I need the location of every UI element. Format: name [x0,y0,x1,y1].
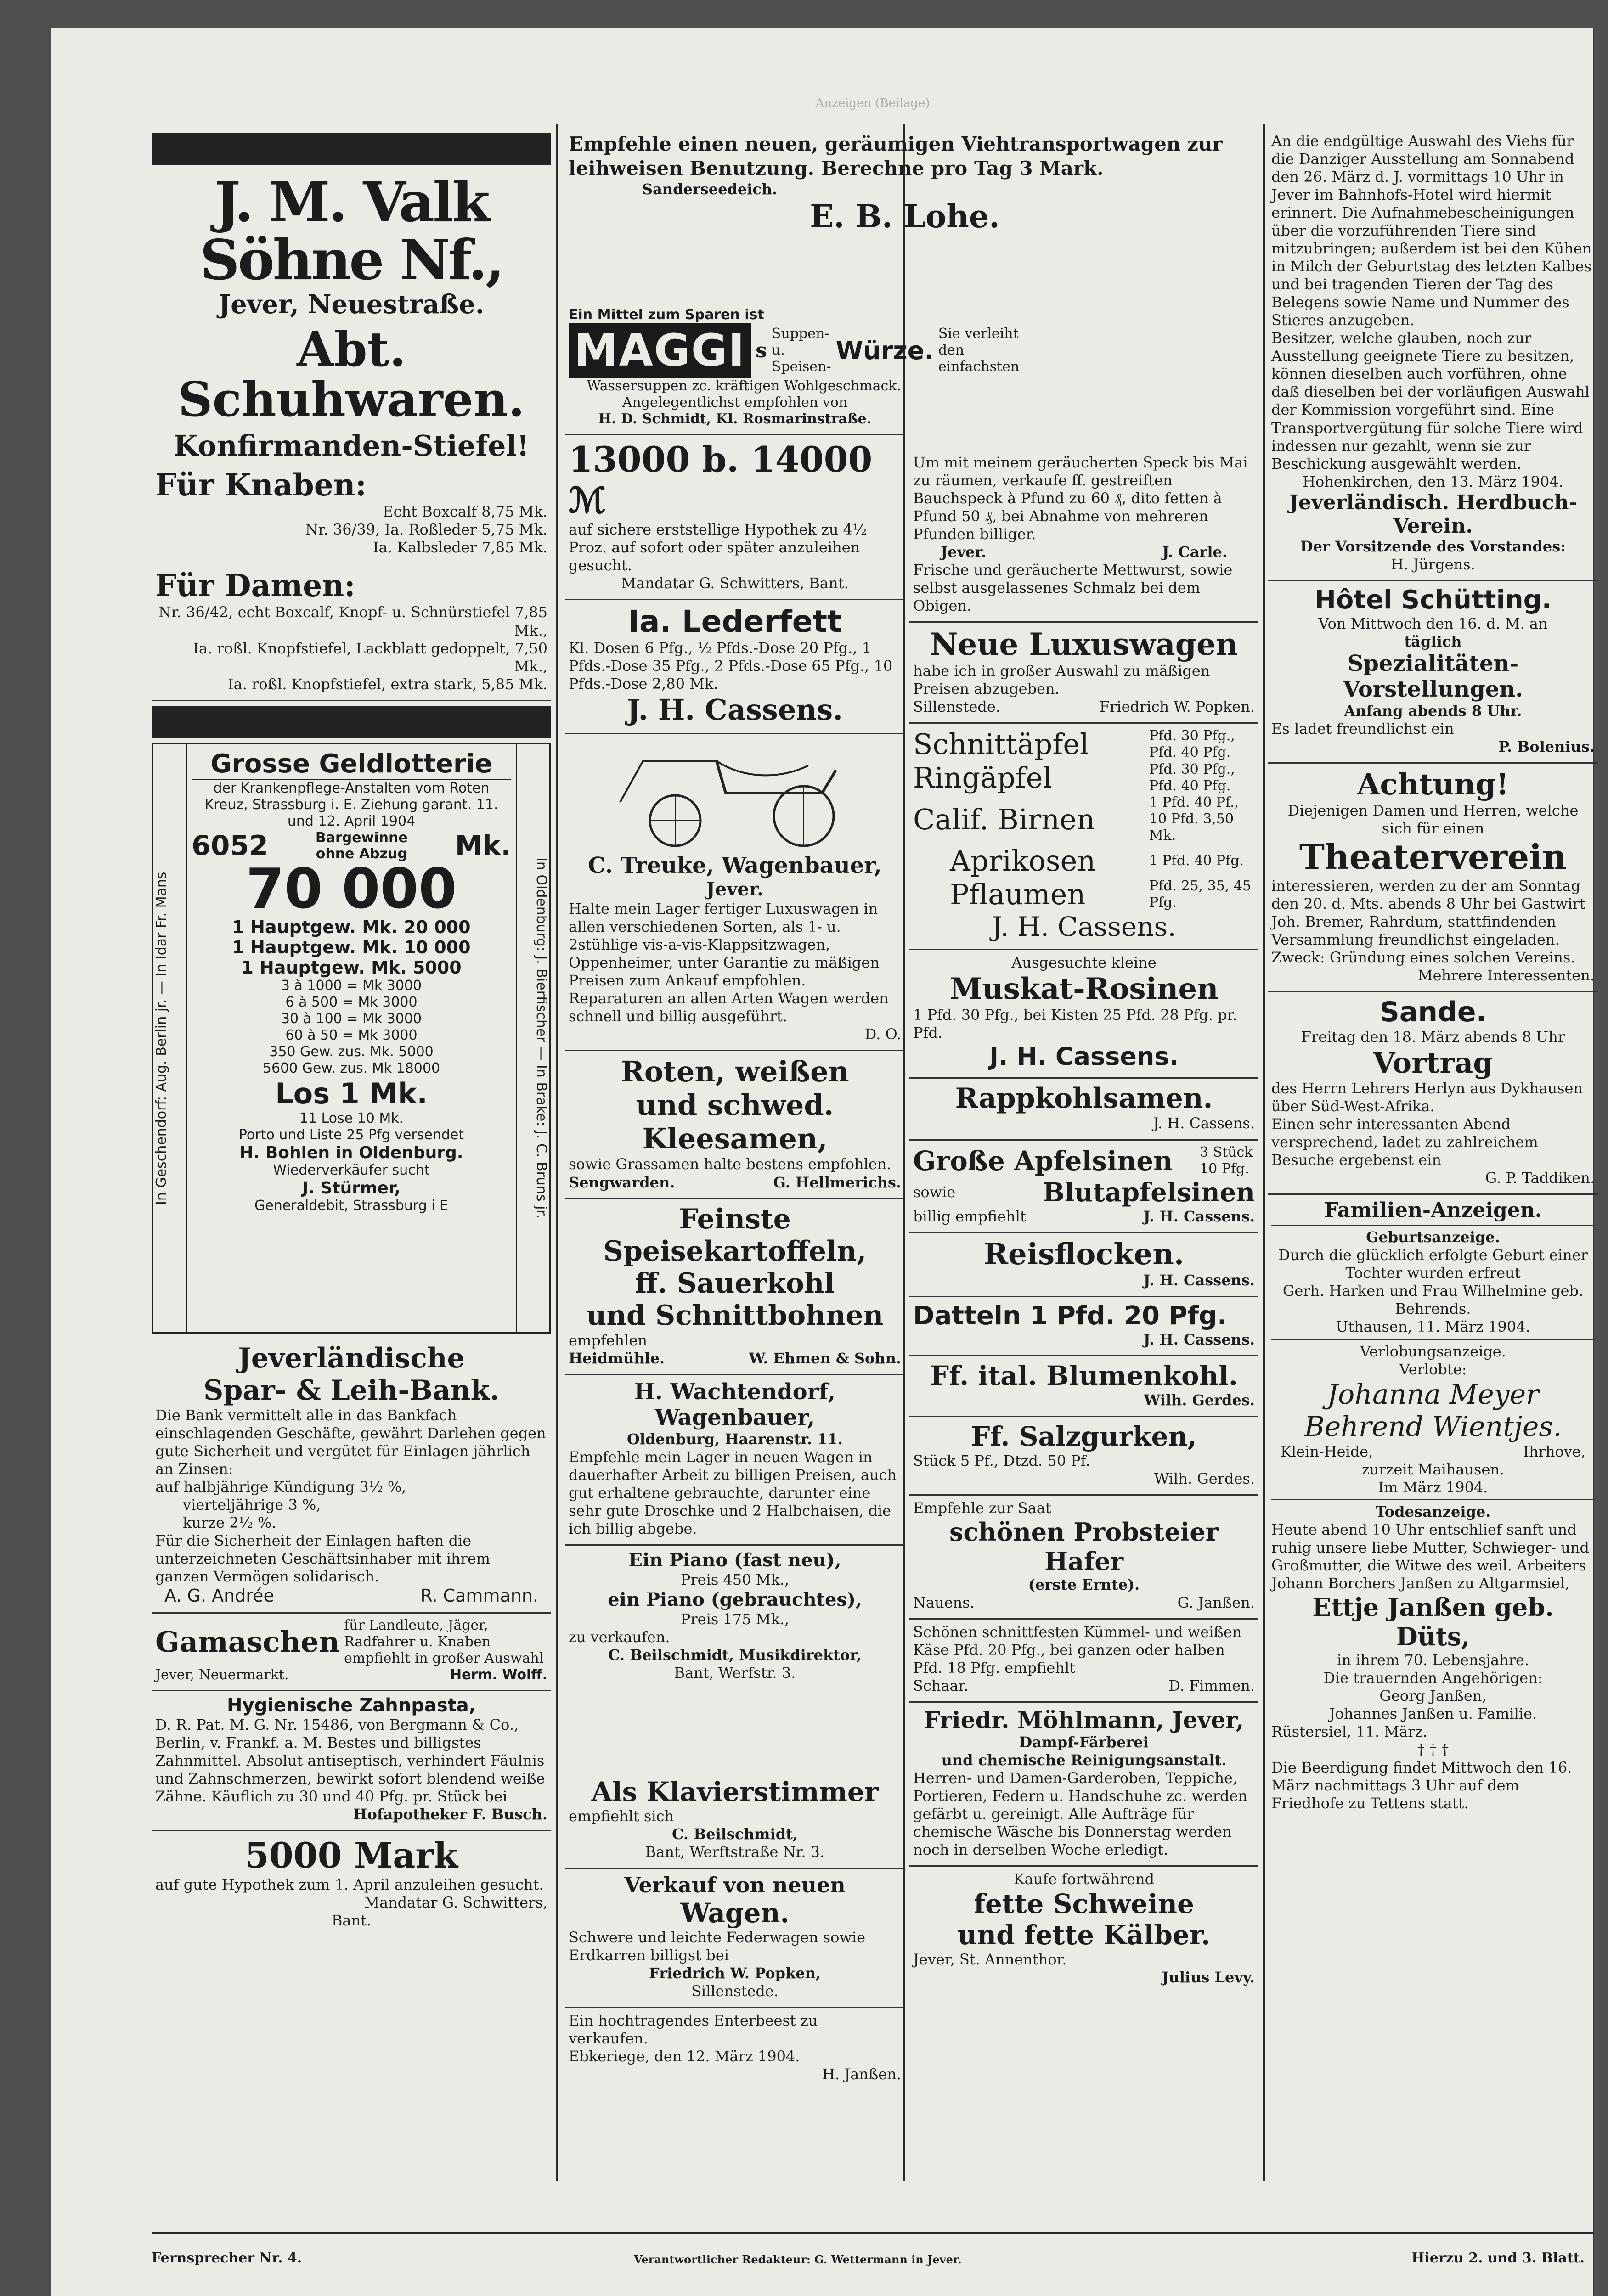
hotel-spezial: Spezialitäten-Vorstellungen. [1343,650,1523,702]
kartoffeln-text: empfehlen [569,1331,647,1349]
lottery-sub: der Krankenpflege-Anstalten vom Roten Kreuz, Strassburg i. E. Ziehung garant. 11. und 12. April 1904 [204,780,498,829]
obst-seller: J. H. Cassens. [992,911,1176,943]
schweine-title-1: fette Schweine [974,1888,1194,1920]
apfelsinen-ad [909,1141,1258,1233]
klee-title-2: und schwed. Kleesamen, [636,1088,834,1156]
speck-ad [909,450,1258,623]
bank-rate-2: vierteljährige 3 %, [183,1496,321,1514]
piano-line-2: Preis 450 Mk., [680,1570,790,1588]
boys-line-2: Nr. 36/39, Ia. Roßleder 5,75 Mk. [305,521,547,539]
prize-3: 1 Hauptgew. Mk. 5000 [241,957,462,978]
speck-name: J. Carle. [1162,543,1227,561]
ladies-label: Für Damen: [155,568,355,604]
reis-title: Reisflocken. [983,1237,1185,1272]
schweine-name: Julius Levy. [1162,1969,1255,1986]
gamaschen-name: Herm. Wolff. [450,1666,547,1683]
bank-ad [152,1339,551,1614]
obst-name-5: Pflaumen [950,878,1086,912]
rapp-title: Rappkohlsamen. [955,1082,1213,1115]
enterbeest-ad [565,2008,905,2090]
treuke-ad [565,734,905,1051]
prize-7: 60 à 50 = Mk 3000 [285,1027,418,1043]
kaese-place: Schaar. [913,1677,969,1694]
klavier-text: empfiehlt sich [569,1807,674,1825]
rapp-ad [909,1079,1258,1140]
achtung-text: Diejenigen Damen und Herren, welche sich für einen [1287,801,1579,837]
ausstellung-text-2: Besitzer, welche glauben, noch zur Ausstellung geeignete Tiere zu besitzen, können dieselben auch vorführen, ohne daß dieselben bei der vorläufigen Auswahl der Kommission vorgeführt sind. Eine Transportvergütung für solche Tiere wird indessen nur gezahlt, wenn sie zur Beschickung ausgewählt werden. [1271,329,1590,473]
engage-title: Verlobungsanzeige. [1360,1342,1506,1360]
prize-9: 5600 Gew. zus. Mk 18000 [262,1060,440,1076]
schweine-top: Kaufe fortwährend [1013,1870,1155,1888]
verkauf-title-2: Wagen. [680,1897,790,1929]
prize-8: 350 Gew. zus. Mk. 5000 [269,1043,434,1060]
piano-line-1: Ein Piano (fast neu), [628,1549,841,1571]
gamaschen-place: Jever, Neuermarkt. [155,1666,289,1683]
engage-sub: Verlobte: [1399,1360,1467,1378]
kaese-ad [909,1620,1258,1703]
faint-header: Anzeigen (Beilage) [815,96,930,110]
birth-place: Uthausen, 11. März 1904. [1336,1318,1530,1336]
engage-place-2: Ihrhove, [1523,1442,1585,1460]
obst-price-3: 1 Pfd. 40 Pf., 10 Pfd. 3,50 Mk. [1149,794,1239,844]
muskat-top: Ausgesuchte kleine [1011,954,1157,972]
column-3 [909,450,1258,2172]
lottery-stuermer: J. Stürmer, [302,1178,401,1198]
hotel-ad [1268,581,1598,764]
maggi-s: s [756,338,767,362]
wachtendorf-name: H. Wachtendorf, Wagenbauer, [634,1379,836,1430]
kartoffeln-title-2: ff. Sauerkohl [635,1267,835,1300]
piano-line-3: ein Piano (gebrauchtes), [608,1588,862,1610]
blutapfelsinen-title: Blutapfelsinen [1043,1177,1255,1208]
wachtendorf-text: Empfehle mein Lager in neuen Wagen in dauerhafter Arbeit zu billigen Preisen, auch gut erhaltene gebrauchte, darunter eine sehr gute Droschke und 2 Halbchaisen, die ich billig abgebe. [569,1448,897,1537]
hotel-invite: Es ladet freundlichst ein [1271,720,1454,737]
gurken-title: Ff. Salzgurken, [971,1420,1197,1452]
lottery-los-sub: 11 Lose 10 Mk. [299,1110,404,1126]
maggi-right: Sie verleiht den einfachsten [938,326,1020,375]
death-funeral: Die Beerdigung findet Mittwoch den 16. März nachmittags 3 Uhr auf dem Friedhofe zu Tettens statt. [1271,1759,1572,1812]
maggi-suppen: Suppen- u. Speisen- [771,326,831,375]
herdbuch-org: Jeverländisch. Herdbuch-Verein. [1289,490,1577,538]
klavier-ad [565,1773,905,1869]
vieh-ad [565,129,1245,242]
sande-text-3: Einen sehr interessanten Abend versprechend, ladet zu zahlreichem Besuche ergebenst ein [1271,1115,1538,1169]
gamaschen-text: für Landleute, Jäger, Radfahrer u. Knaben empfiehlt in großer Auswahl [344,1617,544,1666]
bank-rate-3: kurze 2½ %. [183,1514,276,1531]
verkauf-place: Sillenstede. [691,1982,779,2000]
apfelsinen-name: J. H. Cassens. [1143,1207,1255,1225]
valk-ad [152,170,551,701]
prize-4: 3 à 1000 = Mk 3000 [281,977,422,994]
obst-price-2: Pfd. 30 Pfg., Pfd. 40 Pfg. [1149,761,1235,794]
lottery-agent: H. Bohlen in Oldenburg. [239,1143,463,1162]
obst-name-2: Ringäpfel [913,761,1052,795]
luxus-text: habe ich in großer Auswahl zu mäßigen Preisen abzugeben. [913,662,1210,698]
lottery-wiederv: Wiederverkäufer sucht [273,1162,430,1178]
valk-place: Jever, Neuestraße. [218,289,485,320]
vieh-place: Sanderseedeich. [642,180,778,198]
moehlmann-ad [909,1703,1258,1867]
moehlmann-text: Herren- und Damen-Garderoben, Teppiche, Portieren, Federn u. Handschuhe zc. werden gefärbt u. gereinigt. Alle Aufträge für chemische Wäsche bis Donnerstag werden noch in derselben Woche erledigt. [913,1769,1247,1859]
death-title: Todesanzeige. [1375,1503,1491,1520]
lottery-side-left: In Geschendorf: Aug. Berlin jr. — In Idar Fr. Mans [153,871,169,1205]
gamaschen-title: Gamaschen [155,1625,340,1659]
gurken-ad [909,1417,1258,1496]
kaese-text: Schönen schnittfesten Kümmel- und weißen Käse Pfd. 20 Pfg., bei ganzen oder halben Pfd. 18 Pfg. empfiehlt [913,1623,1242,1677]
leder-ad [565,600,905,734]
apfelsinen-title: Große Apfelsinen [913,1145,1173,1176]
maggi-line3: Angelegentlichst empfohlen von [622,394,848,411]
sande-title: Sande. [1379,996,1487,1029]
sande-text-2: des Herrn Lehrers Herlyn aus Dykhausen über Süd-West-Afrika. [1271,1080,1583,1115]
maggi-wuerze: Würze. [835,336,934,365]
verkauf-title-1: Verkauf von neuen [624,1873,846,1898]
verkauf-ad [565,1869,905,2008]
obst-price-1: Pfd. 30 Pfg., Pfd. 40 Pfg. [1149,727,1235,760]
maggi-ad [565,303,1020,435]
bank-rate-1: auf halbjährige Kündigung 3½ %, [155,1478,406,1496]
leder-name: J. H. Cassens. [627,693,843,727]
hafer-top: Empfehle zur Saat [913,1499,1051,1517]
zahnpasta-title: Hygienische Zahnpasta, [227,1694,476,1716]
birth-names: Gerh. Harken und Frau Wilhelmine geb. Behrends. [1282,1282,1584,1318]
valk-name: J. M. Valk Söhne Nf., [200,170,503,293]
lottery-count-label: Bargewinne ohne Abzug [315,829,408,862]
valk-dept: Abt. Schuhwaren. [178,321,525,428]
boys-line-1: Echt Boxcalf 8,75 Mk. [383,503,547,521]
achtung-text-2: interessieren, werden zu der am Sonntag den 20. d. Mts. abends 8 Uhr bei Gastwirt Joh. Bremer, Rahrdum, stattfindenden Versammlung freundlichst eingeladen. Zweck: Gründung eines solchen Vereins. [1271,877,1585,967]
muskat-title: Muskat-Rosinen [949,972,1219,1007]
boys-label: Für Knaben: [155,467,367,503]
treuke-sign: D. O. [864,1025,901,1043]
achtung-ad [1268,764,1598,992]
familien-title: Familien-Anzeigen. [1324,1199,1542,1222]
prize-2: 1 Hauptgew. Mk. 10 000 [232,937,471,957]
lottery-side-right: In Oldenburg: J. Bierfischer — In Brake: J. C. Bruns jr. [533,857,549,1219]
death-mourner-1: Georg Janßen, [1379,1687,1487,1705]
schweine-ad [909,1867,1258,1993]
column-rule [556,124,558,2181]
kaese-name: D. Fimmen. [1168,1677,1255,1694]
gurken-name: Wilh. Gerdes. [1154,1469,1255,1487]
maggi-top: Ein Mittel zum Sparen ist [569,307,764,323]
hypo-ad [565,435,905,600]
datteln-ad [909,1297,1258,1356]
ladies-line-3: Ia. roßl. Knopfstiefel, extra stark, 5,85 Mk. [227,675,547,693]
kartoffeln-ad [565,1199,905,1375]
muskat-text: 1 Pfd. 30 Pfg., bei Kisten 25 Pfd. 28 Pfg. pr. Pfd. [913,1006,1237,1042]
hafer-ad [909,1496,1258,1620]
hafer-place: Nauens. [913,1593,975,1611]
piano-place: Bant, Werfstr. 3. [674,1664,796,1682]
datteln-name: J. H. Cassens. [1143,1330,1255,1348]
death-mourn: Die trauernden Angehörigen: [1323,1669,1543,1687]
wachtendorf-place: Oldenburg, Haarenstr. 11. [626,1430,843,1448]
footer [152,2250,1594,2278]
moehlmann-title: Friedr. Möhlmann, Jever, [924,1706,1244,1733]
lottery-los: Los 1 Mk. [275,1076,428,1110]
ausstellung-ad [1268,129,1598,581]
zahnpasta-text: D. R. Pat. M. G. Nr. 15486, von Bergmann & Co., Berlin, v. Frankf. a. M. Bestes und billigstes Zahnmittel. Absolut antiseptisch, verhindert Fäulnis und Zahnschmerzen, bewirkt sofort blendend weiße Zähne. Käuflich zu 30 und 40 Pfg. pr. Stück bei [155,1716,545,1806]
hafer-title: schönen Probsteier Hafer [949,1517,1219,1576]
maggi-line2: Wassersuppen zc. kräftigen Wohlgeschmack. [587,378,901,394]
engage-date: Im März 1904. [1378,1478,1488,1496]
death-place: Rüstersiel, 11. März. [1271,1722,1427,1740]
mark-sign: Mandatar G. Schwitters, [364,1894,547,1912]
piano-line-5: zu verkaufen. [569,1628,670,1646]
klavier-name: C. Beilschmidt, [672,1825,798,1843]
mark-text: auf gute Hypothek zum 1. April anzuleihen gesucht. [155,1876,544,1894]
enterbeest-name: H. Janßen. [822,2065,901,2083]
death-crosses: † † † [1417,1740,1449,1758]
hafer-sub: (erste Ernte). [1028,1576,1140,1593]
speck-text-2: Frische und geräucherte Mettwurst, sowie selbst ausgelassenes Schmalz bei dem Obigen. [913,561,1233,615]
speck-place: Jever. [941,543,987,561]
obst-price-5: Pfd. 25, 35, 45 Pfg. [1149,878,1252,911]
luxus-title: Neue Luxuswagen [930,626,1238,663]
bank-sign-2: R. Cammann. [420,1585,538,1606]
prize-5: 6 à 500 = Mk 3000 [285,994,418,1010]
hypo-sign: Mandatar G. Schwitters, Bant. [621,574,849,592]
engage-name-1: Johanna Meyer [1327,1378,1539,1411]
lottery-count: 6052 [192,829,268,862]
lottery-ad [152,743,551,1334]
achtung-title: Achtung! [1357,767,1509,802]
obst-name-4: Aprikosen [950,844,1096,878]
reis-name: J. H. Cassens. [1143,1271,1255,1289]
mark-place: Bant. [331,1912,372,1930]
apfelsinen-text-2: billig empfiehlt [913,1207,1026,1225]
schweine-place: Jever, St. Annenthor. [913,1951,1067,1969]
hotel-start: Anfang abends 8 Uhr. [1344,702,1522,720]
herdbuch-chair: Der Vorsitzende des Vorstandes: [1300,537,1566,555]
gamaschen-ad [152,1614,551,1691]
engage-place-3: zurzeit Maihausen. [1361,1460,1505,1478]
sande-name: G. P. Taddiken. [1485,1169,1595,1187]
klee-text: sowie Grassamen halte bestens empfohlen. [569,1155,891,1173]
bank-text: Die Bank vermittelt alle in das Bankfach einschlagenden Geschäfte, gewährt Darlehen gegen gute Sicherheit und vergütet für Einlagen jährlich an Zinsen: [155,1406,546,1478]
prize-1: 1 Hauptgew. Mk. 20 000 [232,917,471,937]
datteln-title: Datteln 1 Pfd. 20 Pfg. [913,1300,1227,1331]
kartoffeln-title-1: Feinste Speisekartoffeln, [603,1203,867,1267]
apfelsinen-sowie: sowie [913,1183,956,1201]
bank-text-2: Für die Sicherheit der Einlagen haften die unterzeichneten Geschäftsinhaber mit ihrem ganzen Vermögen solidarisch. [155,1531,491,1585]
footer-editor: Verantwortlicher Redakteur: G. Wettermann in Jever. [634,2253,962,2266]
obst-name-3: Calif. Birnen [913,802,1095,836]
lottery-mk: Mk. [455,829,511,862]
kartoffeln-name: W. Ehmen & Sohn. [749,1349,901,1367]
hypo-title: 13000 b. 14000 ℳ [569,439,873,521]
achtung-sign: Mehrere Interessenten. [1417,967,1595,985]
hotel-text: Von Mittwoch den 16. d. M. an [1318,614,1548,632]
footer-supplement: Hierzu 2. und 3. Blatt. [1411,2250,1585,2266]
birth-text: Durch die glücklich erfolgte Geburt einer Tochter wurden erfreut [1278,1246,1588,1282]
enterbeest-place: Ebkeriege, den 12. März 1904. [569,2048,800,2065]
wachtendorf-ad [565,1375,905,1546]
hypo-text: auf sichere erststellige Hypothek zu 4½ Proz. auf sofort oder später anzuleihen gesucht. [569,521,867,574]
carriage-illustration [606,743,863,848]
treuke-text: Halte mein Lager fertiger Luxuswagen in allen verschiedenen Sorten, als 1- u. 2stühlige vis-a-vis-Klappsitzwagen, Oppenheimer, unter Garantie zu mäßigen Preisen zum Ankauf empfohlen. [569,900,880,990]
leder-text: Kl. Dosen 6 Pfg., ½ Pfds.-Dose 20 Pfg., 1 Pfds.-Dose 35 Pfg., 2 Pfds.-Dose 65 Pfg., 10 Pfds.-Dose 2,80 Mk. [569,639,893,693]
rapp-name: J. H. Cassens. [1153,1114,1255,1132]
column-rule [1263,124,1265,2181]
newspaper-page [51,28,1594,2296]
verkauf-text: Schwere und leichte Federwagen sowie Erdkarren billigst bei [569,1929,865,1964]
klee-ad [565,1051,905,1199]
zahnpasta-ad [152,1691,551,1831]
engage-place-1: Klein-Heide, [1281,1442,1373,1460]
moehlmann-sub-2: und chemische Reinigungsanstalt. [941,1751,1227,1769]
maggi-logo: MAGGI [569,323,751,378]
klavier-title: Als Klavierstimmer [591,1776,879,1807]
death-name: Ettje Janßen geb. Düts, [1312,1592,1554,1651]
blumenkohl-title: Ff. ital. Blumenkohl. [930,1360,1238,1391]
luxus-name: Friedrich W. Popken. [1099,698,1255,716]
lottery-porto: Porto und Liste 25 Pfg versendet [238,1126,464,1143]
speck-text: Um mit meinem geräucherten Speck bis Mai zu räumen, verkaufe ff. gestreiften Bauchspeck à Pfund zu 60 ₰, dito fetten à Pfund 50 ₰, bei Abnahme von mehreren Pfunden billiger. [913,454,1248,543]
leder-title: Ia. Lederfett [628,604,842,640]
bank-sign-1: A. G. Andrée [164,1585,274,1606]
death-age: in ihrem 70. Lebensjahre. [1337,1651,1529,1669]
schweine-title-2: und fette Kälber. [957,1919,1211,1951]
verkauf-name: Friedrich W. Popken, [649,1964,821,1982]
obst-name-1: Schnittäpfel [913,727,1089,761]
sande-text: Freitag den 18. März abends 8 Uhr [1301,1028,1565,1046]
klee-title-1: Roten, weißen [621,1055,849,1089]
death-mourner-2: Johannes Janßen u. Familie. [1329,1705,1537,1722]
hotel-title: Hôtel Schütting. [1314,585,1552,615]
treuke-place: Jever. [706,878,764,900]
moehlmann-sub-1: Dampf-Färberei [1019,1733,1149,1751]
familien-ad [1268,1195,1598,1819]
blumenkohl-ad [909,1356,1258,1417]
theaterverein-title: Theaterverein [1299,837,1567,877]
lottery-generaldebit: Generaldebit, Strassburg i E [254,1197,448,1214]
hotel-name: P. Bolenius. [1498,737,1595,755]
vieh-name: E. B. Lohe. [810,198,1000,236]
klee-name: G. Hellmerichs. [773,1173,901,1191]
mark-ad [152,1831,551,1936]
luxus-place: Sillenstede. [913,698,1000,716]
luxus-ad [909,623,1258,724]
black-bar [152,133,551,165]
reis-ad [909,1233,1258,1297]
sande-ad [1268,992,1598,1195]
piano-line-4: Preis 175 Mk., [680,1610,790,1628]
kartoffeln-place: Heidmühle. [569,1349,665,1367]
klavier-place: Bant, Werftstraße Nr. 3. [645,1843,825,1861]
ladies-line-2: Ia. roßl. Knopfstiefel, Lackblatt gedoppelt, 7,50 Mk., [193,639,547,675]
vieh-text: Empfehle einen neuen, geräumigen Viehtransportwagen zur leihweisen Benutzung. Berechne pro Tag 3 Mark. [569,133,1223,180]
muskat-name: J. H. Cassens. [989,1042,1179,1071]
lottery-title: Grosse Geldlotterie [192,749,511,780]
bank-title-2: Spar- & Leih-Bank. [203,1374,499,1407]
ausstellung-date: Hohenkirchen, den 13. März 1904. [1303,473,1563,490]
column-4 [1268,129,1598,2172]
obst-price-4: 1 Pfd. 40 Pfg. [1149,852,1244,869]
bank-title-1: Jeverländische [238,1342,465,1374]
treuke-text-2: Reparaturen an allen Arten Wagen werden schnell und billig ausgeführt. [569,990,889,1025]
footer-phone: Fernsprecher Nr. 4. [152,2250,302,2266]
footer-rule [152,2232,1594,2234]
death-text: Heute abend 10 Uhr entschlief sanft und ruhig unsere liebe Mutter, Schwieger- und Großmutter, die Witwe des weil. Arbeiters Johann Borchers Janßen zu Altgarmsiel, [1271,1520,1589,1592]
piano-name: C. Beilschmidt, Musikdirektor, [608,1646,862,1664]
enterbeest-text: Ein hochtragendes Enterbeest zu verkaufen. [569,2012,818,2048]
maggi-seller: H. D. Schmidt, Kl. Rosmarinstraße. [598,411,872,427]
kartoffeln-title-3: und Schnittbohnen [586,1299,884,1332]
engage-name-2: Behrend Wientjes. [1304,1410,1562,1443]
column-2-bottom [565,1773,905,2186]
obst-ad [909,724,1258,950]
prize-6: 30 à 100 = Mk 3000 [281,1010,422,1027]
hafer-name: G. Janßen. [1177,1593,1255,1611]
apfelsinen-price: 3 Stück 10 Pfg. [1200,1144,1253,1177]
column-1 [152,129,551,2172]
black-bar [152,706,551,738]
lottery-total: 70 000 [246,857,457,921]
piano-ad [565,1546,905,1688]
hotel-daily: täglich [1404,632,1462,650]
sande-vortrag: Vortrag [1373,1046,1493,1080]
boys-line-3: Ia. Kalbsleder 7,85 Mk. [373,539,547,557]
klee-place: Sengwarden. [569,1173,675,1191]
mark-title: 5000 Mark [244,1835,458,1876]
herdbuch-name: H. Jürgens. [1391,555,1475,573]
blumenkohl-name: Wilh. Gerdes. [1144,1391,1255,1409]
ladies-line-1: Nr. 36/42, echt Boxcalf, Knopf- u. Schnürstiefel 7,85 Mk., [158,603,547,639]
birth-title: Geburtsanzeige. [1366,1228,1500,1246]
muskat-ad [909,950,1258,1079]
zahnpasta-name: Hofapotheker F. Busch. [353,1806,547,1823]
treuke-name: C. Treuke, Wagenbauer, [588,853,882,879]
valk-headline: Konfirmanden-Stiefel! [173,429,530,463]
ausstellung-text: An die endgültige Auswahl des Viehs für die Danziger Ausstellung am Sonnabend den 26. März d. J. vormittags 10 Uhr in Jever im Bahnhofs-Hotel wird hiermit erinnert. Die Aufnahmebescheinigungen über die vorzuführenden Tiere sind mitzubringen; außerdem ist bei den Kühen in Milch der Geburtstag des letzten Kalbes und bei tragenden Tieren der Tag des Belegens sowie Name und Nummer des Stieres anzugeben. [1271,132,1592,329]
gurken-text: Stück 5 Pf., Dtzd. 50 Pf. [913,1452,1090,1469]
